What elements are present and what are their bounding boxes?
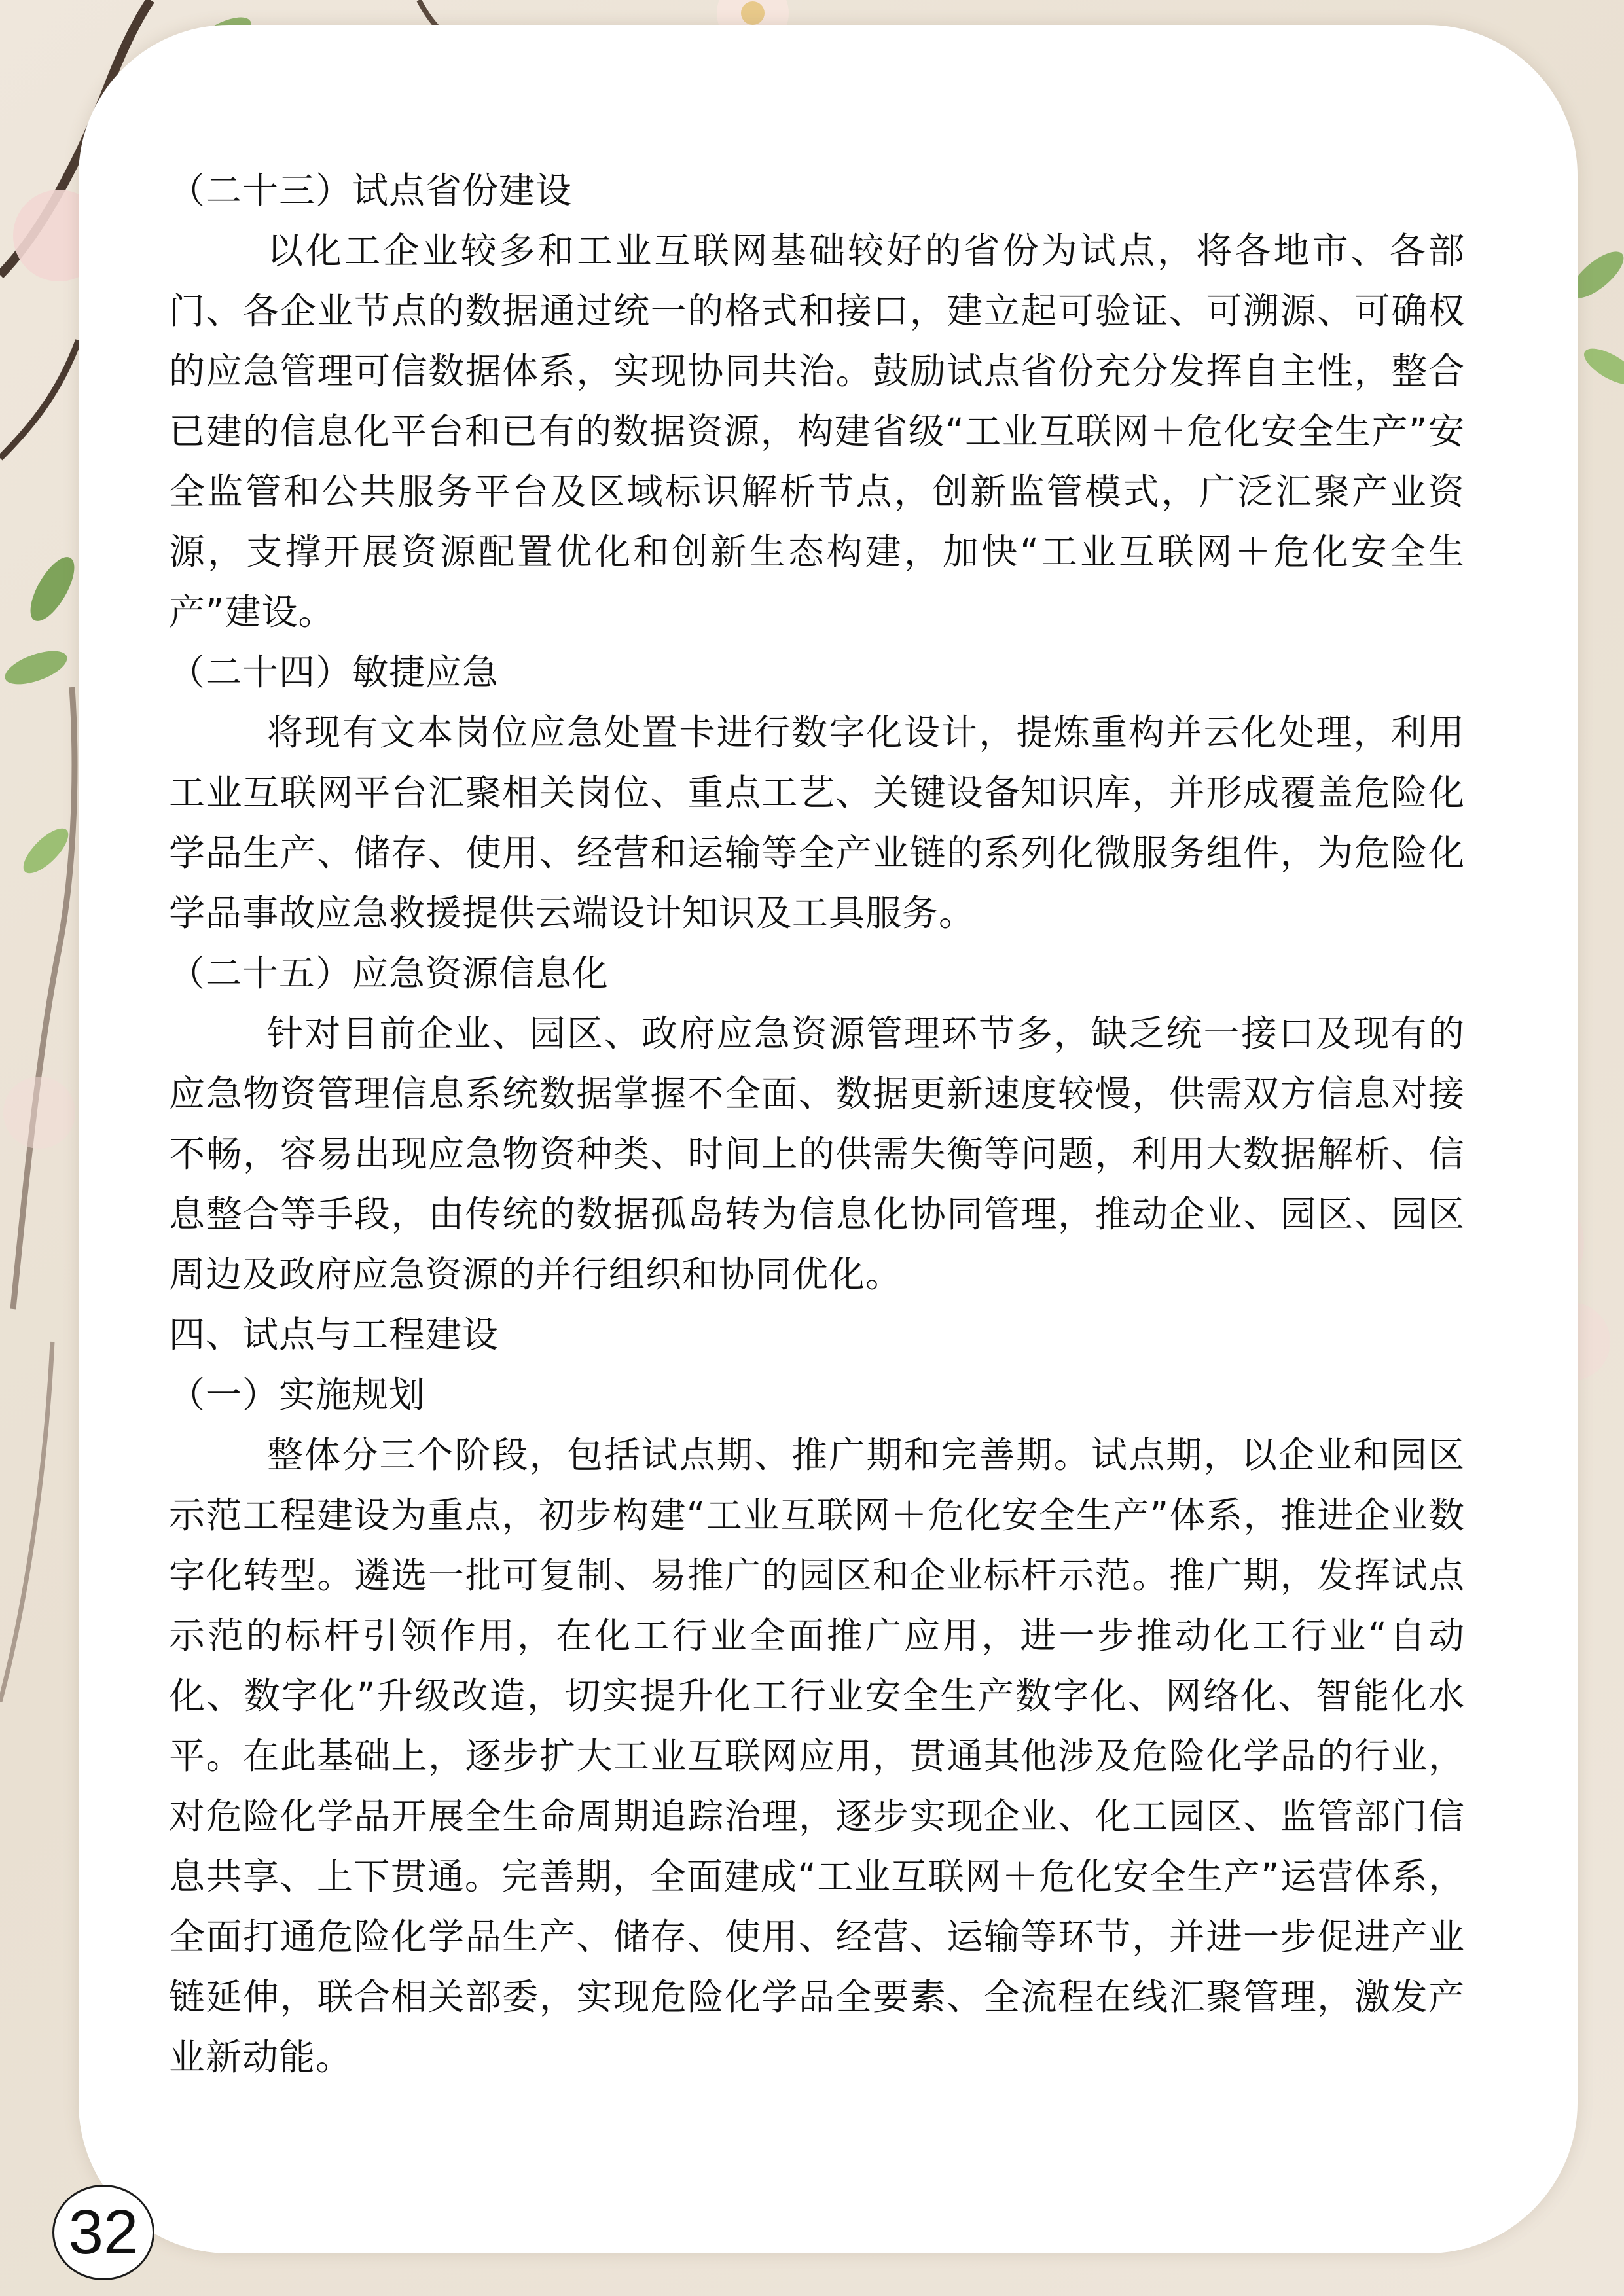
paragraph: 以化工企业较多和工业互联网基础较好的省份为试点，将各地市、各部门、各企业节点的数据通过统一的格式和接口，建立起可验证、可溯源、可确权的应急管理可信数据体系，实现协同共治。鼓励试点省份充分发挥自主性，整合已建的信息化平台和已有的数据资源，构建省级“工业互联网＋危化安全生产”安全监管和公共服务平台及区域标识解析节点，创新监管模式，广泛汇聚产业资源，支撑开展资源配置优化和创新生态构建，加快“工业互联网＋危化安全生产”建设。 [169, 230, 1465, 633]
document-body [169, 160, 1465, 2087]
blossom-shape [741, 1, 765, 25]
page-number: 32 [52, 2185, 154, 2280]
branch-shape [0, 1342, 52, 1702]
paragraph: 将现有文本岗位应急处置卡进行数字化设计，提炼重构并云化处理，利用工业互联网平台汇聚相关岗位、重点工艺、关键设备知识库，并形成覆盖危险化学品生产、储存、使用、经营和运输等全产业链的系列化微服务组件，为危险化学品事故应急救援提供云端设计知识及工具服务。 [169, 711, 1465, 934]
blossom-shape [3, 1077, 75, 1149]
leaf-shape [16, 821, 75, 880]
branch-shape [13, 687, 75, 1309]
paragraph: 整体分三个阶段，包括试点期、推广期和完善期。试点期，以企业和园区示范工程建设为重点，初步构建“工业互联网＋危化安全生产”体系，推进企业数字化转型。遴选一批可复制、易推广的园区和企业标杆示范。推广期，发挥试点示范的标杆引领作用，在化工行业全面推广应用，进一步推动化工行业“自动化、数字化”升级改造，切实提升化工行业安全生产数字化、网络化、智能化水平。在此基础上，逐步扩大工业互联网应用，贯通其他涉及危险化学品的行业，对危险化学品开展全生命周期追踪治理，逐步实现企业、化工园区、监管部门信息共享、上下贯通。完善期，全面建成“工业互联网＋危化安全生产”运营体系，全面打通危险化学品生产、储存、使用、经营、运输等环节，并进一步促进产业链延伸，联合相关部委，实现危险化学品全要素、全流程在线汇聚管理，激发产业新动能。 [169, 1434, 1465, 2078]
section-heading: （一）实施规划 [169, 1374, 426, 1416]
branch-shape [0, 340, 79, 458]
section-heading: （二十五）应急资源信息化 [169, 952, 609, 994]
leaf-shape [1579, 342, 1624, 391]
paragraph: 针对目前企业、园区、政府应急资源管理环节多，缺乏统一接口及现有的应急物资管理信息系统数据掌握不全面、数据更新速度较慢，供需双方信息对接不畅，容易出现应急物资种类、时间上的供需失衡等问题，利用大数据解析、信息整合等手段，由传统的数据孤岛转为信息化协同管理，推动企业、园区、园区周边及政府应急资源的并行组织和协同优化。 [169, 1013, 1465, 1295]
leaf-shape [22, 550, 82, 627]
chapter-heading: 四、试点与工程建设 [169, 1314, 499, 1355]
section-heading: （二十三）试点省份建设 [169, 170, 573, 211]
section-heading: （二十四）敏捷应急 [169, 651, 499, 693]
leaf-shape [1, 644, 71, 691]
